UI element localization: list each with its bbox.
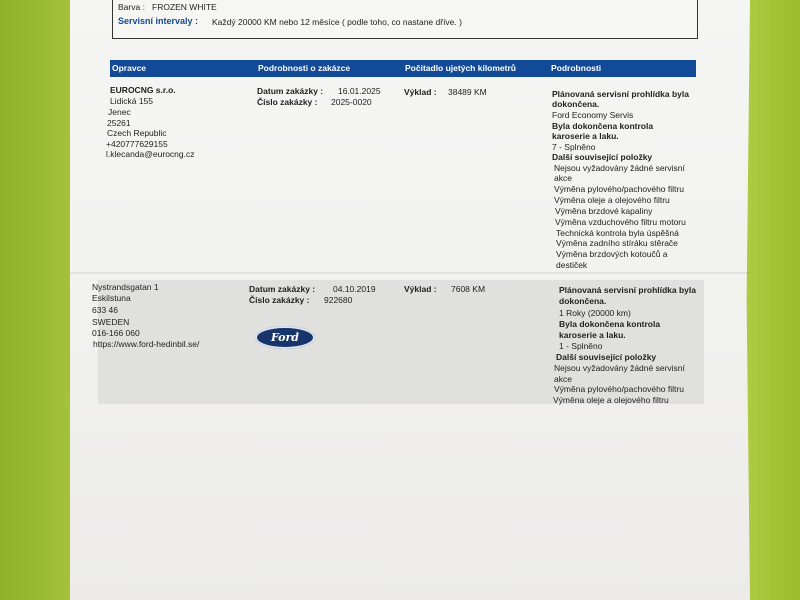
order-date-label: Datum zakázky : [257,86,324,96]
detail-line: Výměna brzdové kapaliny [555,206,653,216]
paper-fold [70,272,750,274]
header-order-details: Podrobnosti o zakázce [258,63,351,73]
order-number-label: Číslo zakázky : [249,295,310,305]
dealer-line: SWEDEN [92,317,130,327]
dealer-line: 633 46 [92,305,118,315]
odometer-value: 38489 KM [448,87,487,97]
detail-line: karoserie a laku. [559,330,626,340]
detail-line: Výměna zadního stíráku stěrače [556,238,678,248]
dealer-line: 016-166 060 [92,328,140,338]
detail-line: 7 - Splněno [552,142,596,152]
order-date-label: Datum zakázky : [249,284,316,294]
dealer-line: Lidická 155 [110,96,154,106]
detail-line: Ford Economy Servis [552,110,634,120]
dealer-line: +420777629155 [106,139,168,149]
order-number: 922680 [324,295,353,305]
order-date: 04.10.2019 [333,284,376,294]
header-details: Podrobnosti [551,63,602,73]
detail-line: dokončena. [552,99,600,109]
odometer-label: Výklad : [404,284,437,294]
dealer-name: EUROCNG s.r.o. [110,85,176,95]
color-value: FROZEN WHITE [152,2,217,12]
color-label: Barva : [118,2,145,12]
service-interval-value: Každý 20000 KM nebo 12 měsíce ( podle toho, co nastane dříve. ) [212,17,462,27]
background-left [0,0,72,600]
dealer-line: Czech Republic [107,128,167,138]
detail-line: Výměna pylového/pachového filtru [554,384,684,394]
detail-line: Byla dokončena kontrola [559,319,661,329]
detail-line: Nejsou vyžadovány žádné servisní [554,363,685,373]
dealer-line: Jenec [108,107,131,117]
detail-line: Výměna brzdových kotoučů a [556,249,668,259]
service-interval-label: Servisní intervaly : [118,16,199,26]
odometer-value: 7608 KM [451,284,486,294]
detail-line: Výměna oleje a olejového filtru [554,195,670,205]
detail-line: destiček [556,260,588,270]
detail-line: Byla dokončena kontrola [552,121,654,131]
order-date: 16.01.2025 [338,86,381,96]
detail-line: Nejsou vyžadovány žádné servisní [554,163,685,173]
dealer-line: Eskilstuna [92,293,131,303]
detail-line: akce [554,374,572,384]
table-header [110,60,696,77]
detail-line: karoserie a laku. [552,131,619,141]
detail-line: Technická kontrola byla úspěšná [556,228,679,238]
dealer-line: l.klecanda@eurocng.cz [106,149,195,159]
ford-logo-icon: Ford [255,326,315,349]
order-number-label: Číslo zakázky : [257,97,318,107]
detail-line: Plánovaná servisní prohlídka byla [559,285,696,295]
dealer-line: Nystrandsgatan 1 [92,282,159,292]
header-opravce: Opravce [112,63,147,73]
dealer-line: 25261 [107,118,131,128]
detail-line: Plánovaná servisní prohlídka byla [552,89,689,99]
order-number: 2025-0020 [331,97,372,107]
detail-line: Výměna vzduchového filtru motoru [555,217,686,227]
detail-line: 1 Roky (20000 km) [559,308,631,318]
dealer-website-link[interactable]: https://www.ford-hedinbil.se/ [93,339,200,349]
detail-line: Výměna oleje a olejového filtru [553,395,669,405]
detail-line: dokončena. [559,296,607,306]
detail-line: Další související položky [556,352,657,362]
detail-line: 1 - Splněno [559,341,603,351]
detail-line: Výměna pylového/pachového filtru [554,184,684,194]
odometer-label: Výklad : [404,87,437,97]
header-odometer: Počitadlo ujetých kilometrů [405,63,516,73]
detail-line: akce [554,173,572,183]
detail-line: Další související položky [552,152,653,162]
